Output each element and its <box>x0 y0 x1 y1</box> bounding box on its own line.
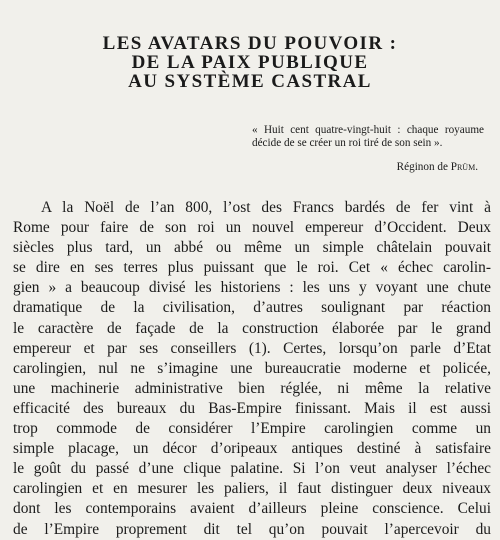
body-line-10: une machinerie administrative bien réglée, ni même la relative <box>13 379 491 397</box>
body-line-7: le caractère de façade de la construction élaborée par le grand <box>13 319 491 337</box>
epigraph-quote: « Huit cent quatre-vingt-huit : chaque royaume décide de se créer un roi tiré de son sein ». <box>252 124 484 149</box>
body-line-3: siècles plus tard, un abbé ou même un simple châtelain pouvait <box>13 239 491 257</box>
body-line-1: A la Noël de l’an 800, l’ost des Francs bardés de fer vint à <box>41 199 491 216</box>
body-line-4: se dire en ses terres plus puissant que le roi. Cet « échec carolin- <box>13 259 491 277</box>
chapter-title-line-2: DE LA PAIX PUBLIQUE <box>131 52 369 73</box>
body-line-13: simple placage, un décor d’oripeaux antiques destiné à satisfaire <box>13 440 491 458</box>
body-line-9: carolingien, nul ne s’imagine une bureaucratie moderne et policée, <box>13 359 491 377</box>
body-line-8: empereur et par ses conseillers (1). Certes, lorsqu’on parle d’Etat <box>13 339 491 357</box>
attribution-author: Prüm. <box>450 161 478 173</box>
body-line-15: carolingien et en mesurer les paliers, il faut distinguer deux niveaux <box>13 480 491 498</box>
body-line-12: trop commode de considérer l’Empire carolingien comme un <box>13 420 491 438</box>
body-line-14: le goût du passé d’une clique palatine. Si l’on veut analyser l’échec <box>13 460 491 478</box>
body-line-6: dramatique de la civilisation, d’autres soulignant par réaction <box>13 299 491 317</box>
attribution-prefix: Réginon de <box>396 161 451 173</box>
chapter-title-line-3: AU SYSTÈME CASTRAL <box>128 71 372 92</box>
body-paragraph <box>13 198 491 540</box>
chapter-title <box>40 34 460 91</box>
body-line-17: de l’Empire proprement dit tel qu’on pouvait l’apercevoir du <box>13 520 491 538</box>
body-line-16: dont les contemporains avaient d’ailleurs pleine conscience. Celui <box>13 500 491 518</box>
body-line-2: Rome pour faire de son roi un nouvel empereur d’Occident. Deux <box>13 219 491 237</box>
body-line-11: efficacité des bureaux du Bas-Empire finissant. Mais il est aussi <box>13 399 491 417</box>
body-line-5: gien » a beaucoup divisé les historiens : les uns y voyant une chute <box>13 279 491 297</box>
chapter-title-line-1: LES AVATARS DU POUVOIR : <box>102 33 398 54</box>
epigraph-attribution <box>397 161 478 173</box>
